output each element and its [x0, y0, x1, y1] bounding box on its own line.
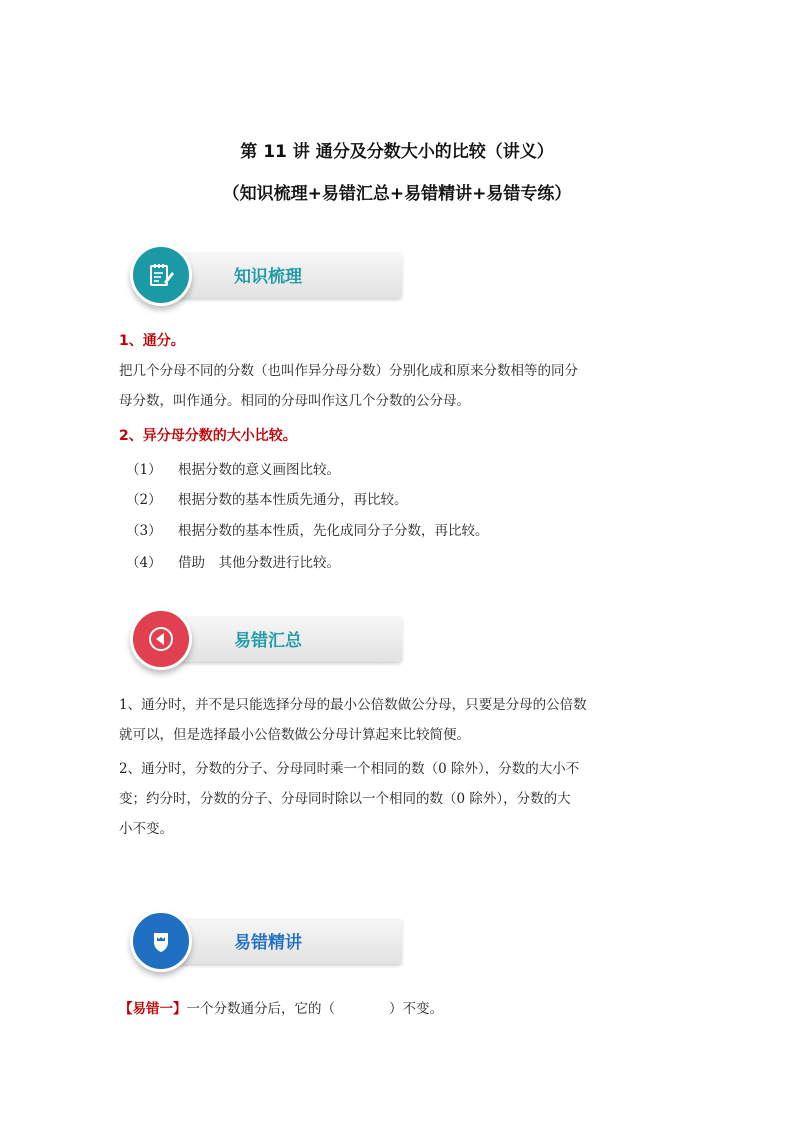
list-number: （1）	[126, 462, 162, 478]
text-line: 就可以，但是选择最小公倍数做公分母计算起来比较简便。	[119, 727, 470, 743]
list-text: 根据分数的意义画图比较。	[178, 462, 340, 478]
summary-paragraph-2	[119, 754, 679, 844]
section-banner-explain	[122, 910, 402, 972]
error-example-1	[119, 997, 443, 1017]
page-title: 第 11 讲 通分及分数大小的比较（讲义）	[240, 142, 554, 162]
shield-badge-icon	[130, 910, 192, 972]
list-item	[126, 488, 408, 508]
list-number: （2）	[126, 492, 162, 508]
section-label: 易错精讲	[234, 933, 302, 953]
text-line: 母分数，叫作通分。相同的分母叫作这几个分数的公分母。	[119, 393, 470, 409]
notepad-pencil-icon	[130, 244, 192, 306]
list-item	[126, 458, 340, 478]
list-number: （4）	[126, 555, 162, 571]
section-banner-knowledge	[122, 244, 402, 306]
section-label: 易错汇总	[234, 631, 302, 651]
list-number: （3）	[126, 523, 162, 539]
summary-paragraph-1	[119, 690, 679, 750]
knowledge-heading-2: 2、异分母分数的大小比较。	[119, 428, 297, 444]
error-text: 一个分数通分后，它的（ ）不变。	[186, 1001, 443, 1017]
knowledge-paragraph	[119, 356, 679, 416]
list-item	[126, 519, 489, 539]
error-tag: 【易错一】	[119, 1001, 187, 1017]
list-item	[126, 551, 340, 571]
list-text: 借助 其他分数进行比较。	[178, 555, 340, 571]
page-subtitle: （知识梳理+易错汇总+易错精讲+易错专练）	[222, 184, 572, 204]
text-line: 把几个分母不同的分数（也叫作异分母分数）分别化成和原来分数相等的同分	[119, 363, 578, 379]
section-banner-summary	[122, 608, 402, 670]
text-line: 小不变。	[119, 821, 173, 837]
text-line: 2、通分时，分数的分子、分母同时乘一个相同的数（0 除外），分数的大小不	[119, 761, 580, 777]
list-text: 根据分数的基本性质先通分，再比较。	[178, 492, 408, 508]
section-label: 知识梳理	[234, 267, 302, 287]
list-text: 根据分数的基本性质，先化成同分子分数，再比较。	[178, 523, 489, 539]
text-line: 1、通分时，并不是只能选择分母的最小公倍数做公分母，只要是分母的公倍数	[119, 697, 587, 713]
text-line: 变；约分时，分数的分子、分母同时除以一个相同的数（0 除外），分数的大	[119, 791, 571, 807]
knowledge-heading-1: 1、通分。	[119, 333, 185, 349]
back-arrow-circle-icon	[130, 608, 192, 670]
